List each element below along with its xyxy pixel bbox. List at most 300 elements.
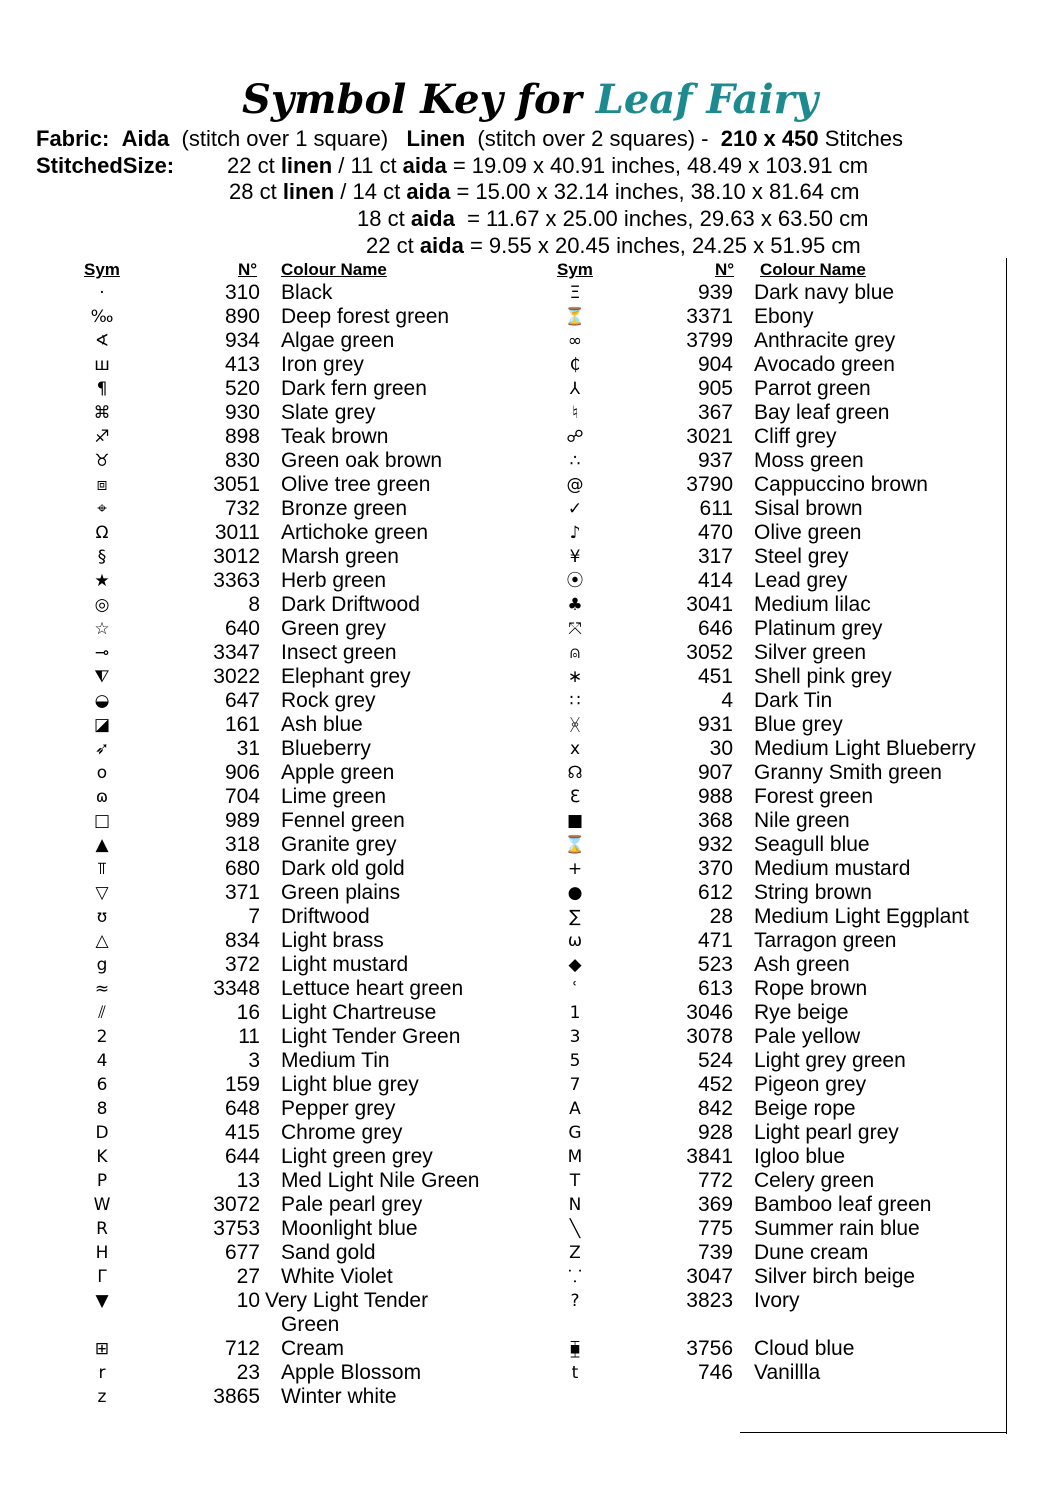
colour-name: Igloo blue: [754, 1145, 846, 1168]
symbol-row: [555, 497, 1025, 521]
symbol-glyph: ?: [570, 1291, 580, 1311]
thread-number: 10: [236, 1289, 260, 1312]
symbol-glyph: ʿ: [572, 979, 578, 999]
symbol-glyph: ☊: [567, 763, 583, 783]
thread-number: 413: [224, 353, 260, 376]
symbol-glyph: z: [97, 1387, 107, 1407]
symbol-row: [82, 1073, 552, 1097]
symbol-glyph: 8: [96, 1099, 108, 1119]
colour-name: Cliff grey: [754, 425, 837, 448]
thread-number: 898: [224, 425, 260, 448]
colour-name: Olive tree green: [281, 473, 431, 496]
symbol-glyph: ⊸: [94, 643, 110, 663]
symbol-glyph: ⅄: [569, 379, 581, 399]
colour-name: Rye beige: [754, 1001, 849, 1024]
thread-number: 27: [236, 1265, 260, 1288]
colour-name: Ebony: [754, 305, 814, 328]
thread-number: 13: [236, 1169, 260, 1192]
symbol-row: [82, 809, 552, 833]
symbol-glyph: ♣: [567, 595, 583, 615]
symbol-row: [82, 377, 552, 401]
symbol-row: [82, 1025, 552, 1049]
colour-name: Silver green: [754, 641, 867, 664]
symbol-row: [82, 1289, 552, 1337]
symbol-glyph: ♉: [94, 451, 110, 471]
symbol-glyph: ♪: [569, 523, 581, 543]
symbol-glyph: ◪: [93, 715, 111, 735]
colour-name: Driftwood: [281, 905, 370, 928]
thread-number: 775: [697, 1217, 733, 1240]
symbol-glyph: t: [571, 1363, 579, 1383]
symbol-glyph: ⧈: [96, 475, 108, 495]
colour-name: Light Tender Green: [281, 1025, 461, 1048]
symbol-glyph: r: [98, 1363, 106, 1383]
symbol-glyph: P: [96, 1171, 108, 1191]
colour-name: Ash blue: [281, 713, 363, 736]
colour-name: Insect green: [281, 641, 397, 664]
colour-name: Ash green: [754, 953, 850, 976]
thread-number: 3021: [686, 425, 733, 448]
thread-number: 3072: [213, 1193, 260, 1216]
symbol-row: [555, 1313, 1025, 1337]
thread-number: 3753: [213, 1217, 260, 1240]
thread-number: 370: [697, 857, 733, 880]
symbol-glyph: ≈: [94, 979, 110, 999]
symbol-row: [82, 977, 552, 1001]
thread-number: 415: [224, 1121, 260, 1144]
symbol-glyph: 3: [569, 1027, 581, 1047]
symbol-row: [555, 833, 1025, 857]
header-sym-left: Sym: [84, 260, 120, 279]
symbol-glyph: ◆: [568, 955, 582, 975]
colour-name: String brown: [754, 881, 872, 904]
colour-name: Dark old gold: [281, 857, 405, 880]
symbol-glyph: ¶: [96, 379, 108, 399]
symbol-glyph: ‰: [90, 307, 114, 327]
thread-number: 471: [697, 929, 733, 952]
symbol-glyph: ∗: [567, 667, 583, 687]
thread-number: 928: [697, 1121, 733, 1144]
thread-number: 3790: [686, 473, 733, 496]
symbol-row: [555, 569, 1025, 593]
symbol-glyph: ∷: [569, 691, 581, 711]
thread-number: 712: [224, 1337, 260, 1360]
symbol-glyph: 2: [96, 1027, 108, 1047]
colour-name: Pale pearl grey: [281, 1193, 423, 1216]
page-title: [0, 72, 1060, 128]
thread-number: 739: [697, 1241, 733, 1264]
colour-name: Lead grey: [754, 569, 848, 592]
symbol-row: [555, 1097, 1025, 1121]
symbol-glyph: 7: [569, 1075, 581, 1095]
symbol-row: [82, 905, 552, 929]
symbol-row: [555, 353, 1025, 377]
thread-number: 904: [697, 353, 733, 376]
symbol-row: [82, 497, 552, 521]
thread-number: 372: [224, 953, 260, 976]
colour-name: Rock grey: [281, 689, 376, 712]
fabric-line: [36, 126, 903, 152]
thread-number: 16: [236, 1001, 260, 1024]
symbol-glyph: ■: [566, 811, 584, 831]
symbol-glyph: ◒: [94, 691, 110, 711]
symbol-glyph: ℇ: [569, 787, 581, 807]
fabric-linen-note: (stitch over 2 squares) -: [477, 126, 709, 151]
symbol-row: [82, 881, 552, 905]
colour-name: Granite grey: [281, 833, 397, 856]
colour-name: Cloud blue: [754, 1337, 855, 1360]
symbol-row: [555, 761, 1025, 785]
symbol-glyph: @: [566, 475, 584, 495]
symbol-row: [555, 641, 1025, 665]
colour-name: Dark fern green: [281, 377, 427, 400]
colour-name: Summer rain blue: [754, 1217, 920, 1240]
thread-number: 318: [224, 833, 260, 856]
colour-name: Medium lilac: [754, 593, 871, 616]
symbol-glyph: Ξ: [569, 283, 581, 303]
symbol-glyph: x: [569, 739, 581, 759]
thread-number: 28: [709, 905, 733, 928]
stitched-size-label: StitchedSize:: [36, 153, 175, 178]
symbol-row: [82, 1145, 552, 1169]
colour-name: Olive green: [754, 521, 862, 544]
thread-number: 3047: [686, 1265, 733, 1288]
symbol-row: [555, 1217, 1025, 1241]
symbol-row: [82, 713, 552, 737]
colour-name: Light Chartreuse: [281, 1001, 437, 1024]
header-name-right: Colour Name: [760, 260, 866, 279]
thread-number: 451: [697, 665, 733, 688]
thread-number: 30: [709, 737, 733, 760]
colour-name: Granny Smith green: [754, 761, 942, 784]
thread-number: 3756: [686, 1337, 733, 1360]
symbol-row: [555, 953, 1025, 977]
thread-number: 3012: [213, 545, 260, 568]
thread-number: 3371: [686, 305, 733, 328]
fabric-size: 210 x 450: [720, 126, 819, 151]
stitched-size-line-1: 22 ct linen / 11 ct aida = 19.09 x 40.91 inches, 48.49 x 103.91 cm: [227, 153, 869, 178]
symbol-glyph: ▼: [95, 1291, 109, 1311]
thread-number: 746: [697, 1361, 733, 1384]
colour-name: Dark navy blue: [754, 281, 895, 304]
thread-number: 680: [224, 857, 260, 880]
symbol-glyph: ▲: [95, 835, 109, 855]
symbol-row: [555, 377, 1025, 401]
symbol-row: [82, 1193, 552, 1217]
symbol-glyph: ∢: [94, 331, 110, 351]
symbol-row: [555, 1121, 1025, 1145]
fabric-linen: Linen: [406, 126, 466, 151]
thread-number: 523: [697, 953, 733, 976]
symbol-row: [82, 353, 552, 377]
thread-number: 414: [697, 569, 733, 592]
symbol-row: [555, 593, 1025, 617]
symbol-glyph: M: [567, 1147, 583, 1167]
symbol-glyph: ∴: [569, 451, 581, 471]
title-prefix: Symbol Key for: [242, 76, 582, 123]
colour-name: Pale yellow: [754, 1025, 861, 1048]
symbol-row: [555, 1241, 1025, 1265]
thread-number: 640: [224, 617, 260, 640]
symbol-row: [82, 329, 552, 353]
colour-name: Apple Blossom: [281, 1361, 422, 1384]
colour-name: Platinum grey: [754, 617, 883, 640]
colour-name: Med Light Nile Green: [281, 1169, 480, 1192]
colour-name: Iron grey: [281, 353, 364, 376]
thread-number: 647: [224, 689, 260, 712]
symbol-row: [555, 857, 1025, 881]
colour-name: Beige rope: [754, 1097, 856, 1120]
symbol-row: [82, 929, 552, 953]
thread-number: 452: [697, 1073, 733, 1096]
stitched-size-line-4: 22 ct aida = 9.55 x 20.45 inches, 24.25 x 51.95 cm: [366, 233, 861, 258]
colour-name: Slate grey: [281, 401, 376, 424]
symbol-glyph: ∑: [569, 907, 581, 927]
symbol-key-left-column: [82, 281, 552, 1409]
colour-name: Cappuccino brown: [754, 473, 928, 496]
symbol-glyph: Ω: [95, 523, 109, 543]
symbol-row: [555, 977, 1025, 1001]
symbol-glyph: ➶: [94, 739, 110, 759]
symbol-glyph: W: [93, 1195, 111, 1215]
thread-number: 704: [224, 785, 260, 808]
colour-name: Herb green: [281, 569, 387, 592]
thread-number: 23: [236, 1361, 260, 1384]
symbol-row: [82, 1049, 552, 1073]
symbol-glyph: ●: [567, 883, 583, 903]
thread-number: 3041: [686, 593, 733, 616]
symbol-row: [555, 1337, 1025, 1361]
thread-number: 3841: [686, 1145, 733, 1168]
symbol-row: [555, 1025, 1025, 1049]
symbol-row: [82, 833, 552, 857]
fabric-aida: Aida: [121, 126, 170, 151]
thread-number: 368: [697, 809, 733, 832]
symbol-glyph: ⸪: [568, 1267, 582, 1287]
symbol-row: [82, 1361, 552, 1385]
thread-number: 470: [697, 521, 733, 544]
colour-name: Vanillla: [754, 1361, 821, 1384]
symbol-glyph: △: [95, 931, 109, 951]
colour-name: Avocado green: [754, 353, 895, 376]
symbol-row: [82, 785, 552, 809]
symbol-row: [555, 809, 1025, 833]
thread-number: 934: [224, 329, 260, 352]
symbol-row: [555, 1361, 1025, 1385]
thread-number: 772: [697, 1169, 733, 1192]
thread-number: 611: [699, 497, 733, 520]
colour-name: Forest green: [754, 785, 874, 808]
symbol-glyph: ⧨: [94, 667, 110, 687]
symbol-row: [555, 785, 1025, 809]
symbol-row: [555, 1049, 1025, 1073]
colour-name: Sisal brown: [754, 497, 863, 520]
symbol-glyph: ⍝: [569, 643, 581, 663]
symbol-glyph: ⌖: [97, 499, 107, 519]
thread-number: 677: [224, 1241, 260, 1264]
colour-name: Chrome grey: [281, 1121, 403, 1144]
header-name-left: Colour Name: [281, 260, 387, 279]
symbol-glyph: ш: [94, 355, 110, 375]
header-num-right: N°: [715, 260, 735, 279]
colour-name: Nile green: [754, 809, 850, 832]
symbol-glyph: ☍: [566, 427, 584, 447]
thread-number: 890: [224, 305, 260, 328]
symbol-glyph: 5: [569, 1051, 581, 1071]
symbol-glyph: ♐: [94, 427, 110, 447]
thread-number: 31: [236, 737, 260, 760]
colour-name: Fennel green: [281, 809, 405, 832]
symbol-glyph: ∞: [567, 331, 583, 351]
colour-name: Green grey: [281, 617, 387, 640]
colour-name: Light brass: [281, 929, 384, 952]
thread-number: 317: [697, 545, 733, 568]
thread-number: 646: [697, 617, 733, 640]
symbol-row: [82, 641, 552, 665]
symbol-row: [82, 1217, 552, 1241]
colour-name: Lime green: [281, 785, 387, 808]
symbol-row: [555, 1193, 1025, 1217]
symbol-glyph: K: [96, 1147, 108, 1167]
colour-name: Parrot green: [754, 377, 871, 400]
symbol-row: [82, 593, 552, 617]
symbol-row: [82, 761, 552, 785]
thread-number: 3046: [686, 1001, 733, 1024]
thread-number: 3052: [686, 641, 733, 664]
symbol-glyph: ɷ: [95, 787, 109, 807]
symbol-row: [82, 449, 552, 473]
symbol-row: [555, 425, 1025, 449]
colour-name: Blueberry: [281, 737, 371, 760]
thread-number: 369: [697, 1193, 733, 1216]
symbol-glyph: □: [93, 811, 111, 831]
symbol-row: [82, 1337, 552, 1361]
thread-number: 613: [697, 977, 733, 1000]
colour-name: Artichoke green: [281, 521, 429, 544]
symbol-row: [82, 953, 552, 977]
symbol-row: [555, 449, 1025, 473]
thread-number: 612: [697, 881, 733, 904]
symbol-row: [82, 1121, 552, 1145]
thread-number: 3363: [213, 569, 260, 592]
symbol-glyph: ₵: [569, 355, 581, 375]
symbol-row: [82, 689, 552, 713]
colour-name: Steel grey: [754, 545, 849, 568]
colour-name: Shell pink grey: [754, 665, 892, 688]
thread-number: 842: [697, 1097, 733, 1120]
symbol-row: [555, 905, 1025, 929]
symbol-row: [555, 881, 1025, 905]
symbol-row: [82, 473, 552, 497]
symbol-row: [82, 857, 552, 881]
thread-number: 931: [697, 713, 733, 736]
symbol-glyph: Z: [569, 1243, 581, 1263]
symbol-row: [555, 1001, 1025, 1025]
symbol-glyph: 6: [96, 1075, 108, 1095]
symbol-glyph: ▽: [95, 883, 109, 903]
stitched-size-line-2: 28 ct linen / 14 ct aida = 15.00 x 32.14 inches, 38.10 x 81.64 cm: [229, 179, 860, 204]
symbol-row: [82, 665, 552, 689]
symbol-glyph: T: [569, 1171, 581, 1191]
symbol-glyph: H: [95, 1243, 109, 1263]
symbol-row: [82, 545, 552, 569]
symbol-row: [82, 617, 552, 641]
thread-number: 932: [697, 833, 733, 856]
symbol-row: [82, 1001, 552, 1025]
symbol-glyph: ⫪: [97, 859, 107, 879]
colour-name: Teak brown: [281, 425, 389, 448]
symbol-row: [555, 473, 1025, 497]
colour-name: Bay leaf green: [754, 401, 890, 424]
thread-number: 648: [224, 1097, 260, 1120]
symbol-row: [82, 1097, 552, 1121]
symbol-key-right-column: [555, 281, 1025, 1385]
colour-name: Marsh green: [281, 545, 399, 568]
symbol-row: [82, 1169, 552, 1193]
symbol-glyph: ⫽: [98, 1003, 106, 1023]
colour-name: Green oak brown: [281, 449, 443, 472]
symbol-row: [82, 737, 552, 761]
colour-name: Medium mustard: [754, 857, 911, 880]
symbol-glyph: +: [567, 859, 583, 879]
colour-name: Seagull blue: [754, 833, 870, 856]
symbol-row: [555, 521, 1025, 545]
colour-name: Light blue grey: [281, 1073, 419, 1096]
symbol-glyph: 4: [96, 1051, 108, 1071]
bottom-border-line: [740, 1432, 1007, 1433]
symbol-glyph: ᚸ: [569, 715, 581, 735]
thread-number: 3051: [213, 473, 260, 496]
thread-number: 367: [697, 401, 733, 424]
symbol-row: [555, 329, 1025, 353]
symbol-row: [82, 401, 552, 425]
symbol-row: [82, 425, 552, 449]
title-pattern-name: Leaf Fairy: [595, 76, 818, 123]
colour-name: Pepper grey: [281, 1097, 396, 1120]
symbol-glyph: g: [96, 955, 108, 975]
colour-name: Deep forest green: [281, 305, 450, 328]
thread-number: 3: [248, 1049, 260, 1072]
symbol-glyph: ◎: [94, 595, 110, 615]
thread-number: 3011: [214, 521, 260, 544]
thread-number: 3348: [213, 977, 260, 1000]
thread-number: 939: [697, 281, 733, 304]
symbol-row: [555, 617, 1025, 641]
colour-name: Moss green: [754, 449, 864, 472]
symbol-row: [555, 1289, 1025, 1313]
right-border-line: [1006, 258, 1007, 1434]
colour-name: Ivory: [754, 1289, 800, 1312]
symbol-row: [555, 929, 1025, 953]
symbol-glyph: ★: [94, 571, 110, 591]
symbol-row: [555, 713, 1025, 737]
symbol-glyph: ⧯: [569, 1339, 581, 1359]
symbol-glyph: ⌛: [564, 835, 586, 855]
colour-name: Dark Driftwood: [281, 593, 420, 616]
thread-number: 524: [697, 1049, 733, 1072]
symbol-row: [555, 689, 1025, 713]
thread-number: 930: [224, 401, 260, 424]
stitched-size-line-3: 18 ct aida = 11.67 x 25.00 inches, 29.63 x 63.50 cm: [357, 206, 869, 231]
header-sym-right: Sym: [557, 260, 593, 279]
symbol-row: [82, 1385, 552, 1409]
thread-number: 159: [224, 1073, 260, 1096]
thread-number: 3823: [686, 1289, 733, 1312]
symbol-glyph: §: [97, 547, 107, 567]
colour-name: Light grey green: [754, 1049, 906, 1072]
fabric-label: Fabric:: [36, 126, 110, 151]
symbol-row: [82, 569, 552, 593]
